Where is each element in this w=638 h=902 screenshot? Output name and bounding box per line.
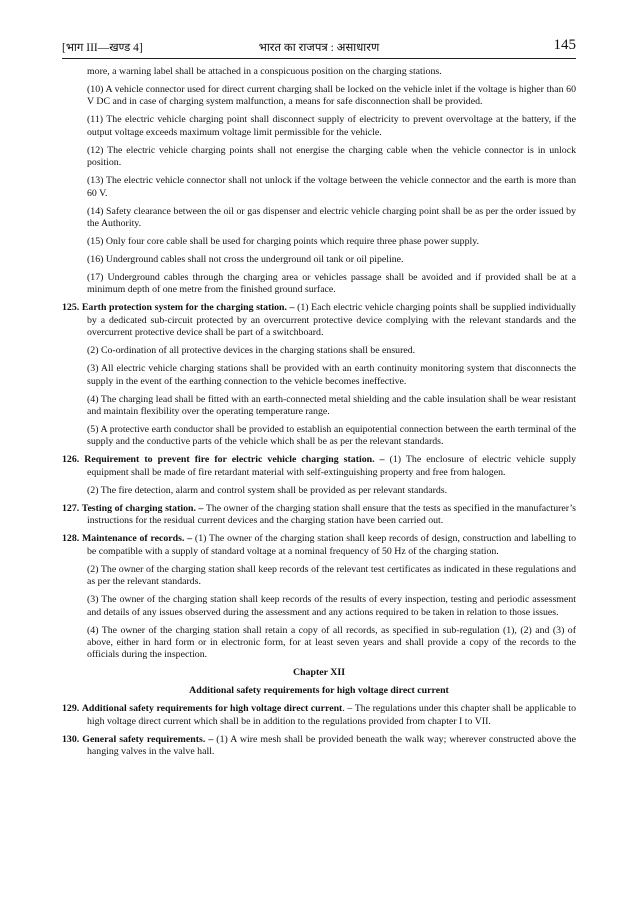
regulation-125 [62,302,576,339]
page-number: 145 [553,37,576,53]
sub-regulation: (3) The owner of the charging station shall keep records of the results of every inspection, testing and periodic assessment and details of any issues observed during the assessment and any actions required to be taken in relation to those issues. [87,594,576,618]
regulation-heading: . Requirement to prevent fire for electric vehicle charging station. – [76,454,385,466]
regulation-127 [62,503,576,528]
regulation-130 [62,734,576,759]
regulation-text: . – The regulations under this chapter shall be applicable to high voltage direct current which shall be in addition to the regulations provided from chapter I to VII. [87,703,577,727]
sub-regulation: (10) A vehicle connector used for direct current charging shall be locked on the vehicle inlet if the voltage is higher than 60 V DC and in case of charging system malfunction, a means for safe disconnection shall be provided. [87,84,576,108]
regulation-number: 126 [62,454,77,466]
regulation-text: The owner of the charging station shall ensure that the tests as specified in the manufacturer’s instructions for the residual current devices and the charging station have been carried out. [87,502,577,527]
sub-regulation: (13) The electric vehicle connector shall not unlock if the voltage between the vehicle connector and the earth is more than 60 V. [87,175,576,199]
sub-regulation: (12) The electric vehicle charging points shall not energise the charging cable when the vehicle connector is in unlock position. [87,144,576,169]
regulation-heading: Earth protection system for the charging station. – [81,302,295,314]
sub-regulation: (4) The owner of the charging station shall retain a copy of all records, as specified in sub-regulation (1), (2) and (3) of above, either in hard form or in electronic form, for at least seven years and shall provide a copy of the records to the officials during the inspection. [87,624,576,661]
sub-regulation: (4) The charging lead shall be fitted with an earth-connected metal shielding and the cable insulation shall be wear resistant and maintain flexibility over the operating temperature range. [87,393,576,418]
sub-regulation: (3) All electric vehicle charging stations shall be provided with an earth continuity monitoring system that disconnects the supply in the event of the earthing connection to the vehicle becomes ineffective. [87,363,576,387]
regulation-heading: Additional safety requirements for high voltage direct current [81,703,343,715]
regulation-heading: Testing of charging station. – [81,502,204,514]
sub-regulation: (2) Co-ordination of all protective devices in the charging stations shall be ensured. [87,345,416,357]
regulation-number: 128. [62,533,80,545]
sub-regulation: (14) Safety clearance between the oil or gas dispenser and electric vehicle charging point shall be as per the order issued by the Authority. [87,205,576,230]
regulation-number: 129. [62,703,80,715]
regulation-text: (1) The enclosure of electric vehicle supply equipment shall be made of fire retardant material with self-extinguishing property and free from halogen. [87,454,576,478]
regulation-128 [62,533,576,558]
regulation-heading: Maintenance of records. – [82,533,193,545]
regulation-text: (1) Each electric vehicle charging points shall be supplied individually by a dedicated sub-circuit protected by an overcurrent protective device complying with the relevant standards and the overcurrent protective device shall be part of a switchboard. [87,302,576,339]
page-header [62,38,576,59]
regulation-heading: General safety requirements. – [82,733,214,745]
chapter-subtitle: Additional safety requirements for high voltage direct current [189,685,449,697]
chapter-title: Chapter XII [292,667,346,679]
regulation-number: 125. [62,302,80,314]
regulation-number: 127. [62,502,80,514]
regulation-126 [62,454,576,479]
regulation-129 [62,703,576,728]
header-gazette-title: भारत का राजपत्र : असाधारण [258,42,380,54]
sub-regulation: (2) The owner of the charging station shall keep records of the relevant test certificates as indicated in these regulations and as per the relevant standards. [87,563,576,588]
sub-regulation: (2) The fire detection, alarm and control system shall be provided as per relevant standards. [87,484,448,496]
sub-regulation: (11) The electric vehicle charging point shall disconnect supply of electricity to prevent overvoltage at the battery, if the output voltage exceeds maximum voltage limit permissible for the vehicle. [87,114,576,138]
sub-regulation: more, a warning label shall be attached in a conspicuous position on the charging stations. [87,66,442,77]
sub-regulation: (16) Underground cables shall not cross the underground oil tank or oil pipeline. [87,254,404,266]
sub-regulation: (5) A protective earth conductor shall be provided to establish an equipotential connection between the earth terminal of the supply and the conductive parts of the vehicle which shall be as per the relevant standards. [87,424,576,448]
regulation-text: (1) The owner of the charging station shall keep records of design, construction and labelling to be compatible with a supply of standard voltage at a nominal frequency of 50 Hz of the charging station. [87,533,576,557]
page-body [62,66,576,764]
sub-regulation: (15) Only four core cable shall be used for charging points which require three phase power supply. [87,236,479,248]
regulation-text: (1) A wire mesh shall be provided beneath the walk way; wherever constructed above the hanging valves in the valve hall. [87,733,577,758]
header-part-section: [भाग III—खण्ड 4] [62,42,143,54]
sub-regulation: (17) Underground cables through the charging area or vehicles passage shall be avoided and if provided shall be at a minimum depth of one metre from the finished ground surface. [87,272,576,296]
regulation-number: 130. [62,733,80,745]
